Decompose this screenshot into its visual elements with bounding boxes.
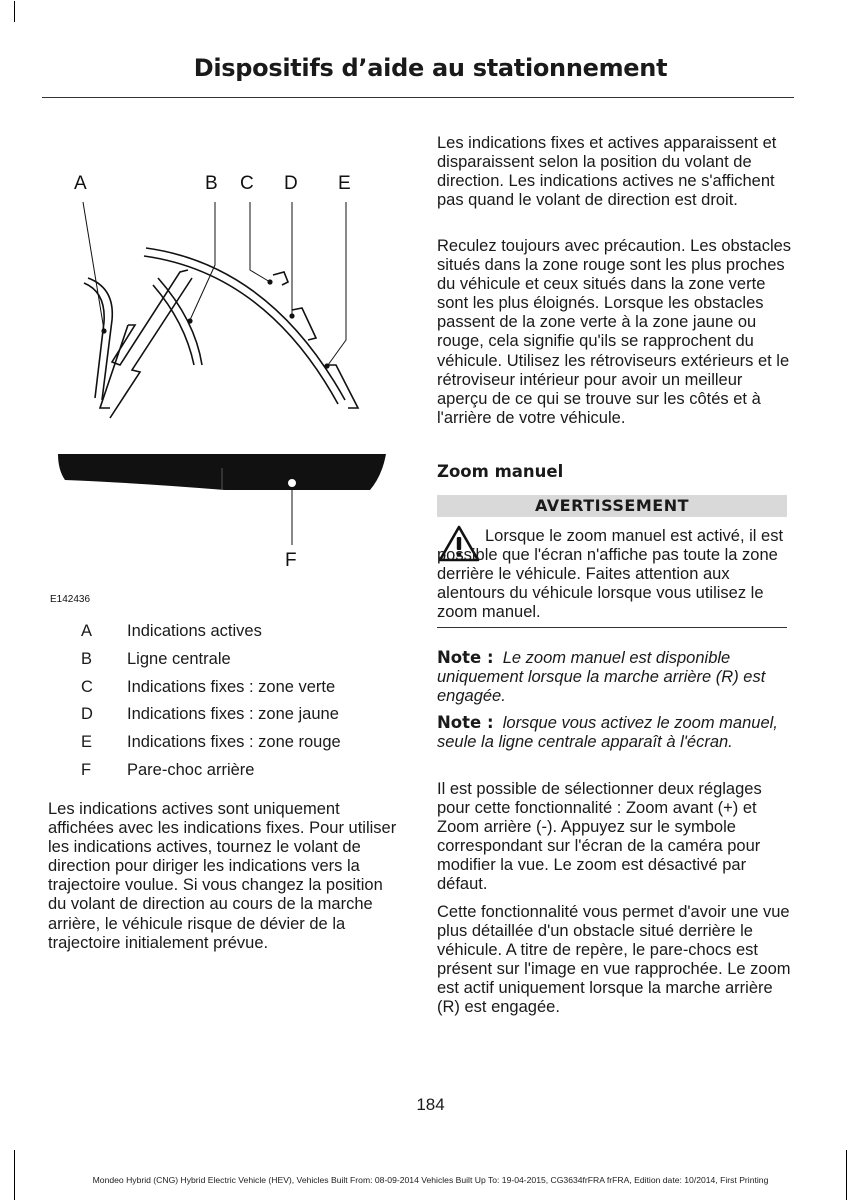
note-text: Le zoom manuel est disponible uniquement lorsque la marche arrière (R) est engagée. bbox=[437, 649, 766, 706]
note-label: Note : bbox=[437, 648, 494, 667]
paragraph-zoom-detail: Cette fonctionnalité vous permet d'avoir une vue plus détaillée d'un obstacle situé derrière le véhicule. A titre de repère, le pare-chocs est présent sur l'image en vue rapprochée. Le zoom est actif uniquement lorsque la marche arrière (R) est engagée. bbox=[437, 903, 791, 1017]
page-number: 184 bbox=[416, 1095, 445, 1114]
section-heading: Zoom manuel bbox=[437, 462, 564, 481]
legend-text: Ligne centrale bbox=[127, 649, 231, 668]
camera-guide-diagram bbox=[40, 160, 410, 610]
warning-text: Lorsque le zoom manuel est activé, il est possible que l'écran n'affiche pas toute la zone derrière le véhicule. Faites attention aux alentours du véhicule lorsque vous utilisez le zoom manuel. bbox=[437, 527, 784, 622]
dot-b bbox=[187, 318, 192, 323]
leader-b bbox=[190, 202, 215, 320]
legend-key: D bbox=[81, 705, 93, 724]
legend-row bbox=[47, 622, 407, 650]
title-divider bbox=[42, 97, 794, 98]
legend-key: F bbox=[81, 760, 92, 779]
left-paragraph: Les indications actives sont uniquement affichées avec les indications fixes. Pour utiliser les indications actives, tournez le volant de direction pour diriger les indications vers la trajectoire voulue. Si vous changez la position du volant de direction au cours de la marche arrière, le véhicule risque de dévier de la trajectoire initialement prévue. bbox=[48, 800, 397, 952]
leader-a bbox=[83, 202, 104, 330]
dot-d bbox=[289, 313, 294, 318]
label-c: C bbox=[240, 173, 254, 194]
legend-key: C bbox=[81, 677, 93, 696]
dot-f bbox=[287, 478, 297, 488]
page-title: Dispositifs d’aide au stationnement bbox=[193, 54, 668, 82]
legend-row bbox=[47, 705, 407, 733]
legend-row bbox=[47, 650, 407, 678]
dot-a bbox=[101, 328, 106, 333]
paragraph-precaution: Reculez toujours avec précaution. Les obstacles situés dans la zone rouge sont les plus proches du véhicule et ceux situés dans la zone verte sont les plus éloignés. Lorsque les obstacles passent de la zone verte à la zone jaune ou rouge, cela signifie qu'ils se rapprochent du véhicule. Utilisez les rétroviseurs extérieurs et le rétroviseur intérieur pour avoir un meilleur aperçu de ce qui se trouve sur les côtés et à l'arrière de votre véhicule. bbox=[437, 237, 792, 427]
note-2 bbox=[437, 713, 793, 752]
note-1 bbox=[437, 648, 793, 706]
legend-text: Indications actives bbox=[127, 622, 262, 640]
legend-key: E bbox=[81, 733, 93, 752]
dot-c bbox=[267, 279, 272, 284]
fixed-guide-left bbox=[100, 270, 188, 408]
legend-row bbox=[47, 678, 407, 706]
page-footer: Mondeo Hybrid (CNG) Hybrid Electric Vehicle (HEV), Vehicles Built From: 08-09-2014 Vehicles Built Up To: 19-04-2015, CG3634frFRA frFRA, Edition date: 10/2014, First Printing bbox=[92, 1175, 769, 1185]
centre-line-outer bbox=[158, 278, 202, 365]
active-guide-inner bbox=[84, 283, 104, 398]
legend-row bbox=[47, 761, 407, 789]
leader-c bbox=[250, 202, 270, 282]
note-label: Note : bbox=[437, 713, 494, 732]
legend-text: Pare-choc arrière bbox=[127, 760, 255, 779]
crop-mark bbox=[0, 0, 861, 1]
legend-row bbox=[47, 733, 407, 761]
fixed-guide-left-inner bbox=[110, 278, 192, 418]
legend-text: Indications fixes : zone jaune bbox=[127, 705, 339, 724]
fixed-guide-green bbox=[273, 272, 288, 285]
leader-e bbox=[328, 202, 346, 365]
paragraph-indications: Les indications fixes et actives apparaissent et disparaissent selon la position du volant de direction. Les indications actives ne s'affichent pas quand le volant de direction est droit. bbox=[437, 134, 777, 210]
outer-arc-2 bbox=[144, 256, 338, 404]
label-f: F bbox=[285, 550, 297, 571]
fixed-guide-yellow bbox=[292, 308, 316, 340]
fixed-guide-red bbox=[326, 365, 358, 408]
outer-arc-1 bbox=[146, 248, 345, 400]
figure-legend bbox=[47, 622, 407, 789]
label-b: B bbox=[205, 173, 218, 194]
legend-key: A bbox=[81, 622, 93, 640]
paragraph-settings: Il est possible de sélectionner deux réglages pour cette fonctionnalité : Zoom avant (+) et Zoom arrière (-). Appuyez sur le symbole correspondant sur l'écran de la caméra pour modifier la vue. Le zoom est désactivé par défaut. bbox=[437, 780, 762, 894]
warning-divider bbox=[437, 627, 787, 628]
label-e: E bbox=[338, 173, 351, 194]
note-text: lorsque vous activez le zoom manuel, seule la ligne centrale apparaît à l'écran. bbox=[437, 714, 778, 752]
warning-banner: AVERTISSEMENT bbox=[437, 495, 787, 517]
figure-code: E142436 bbox=[50, 594, 91, 605]
legend-key: B bbox=[81, 649, 93, 668]
label-a: A bbox=[74, 173, 87, 194]
crop-mark bbox=[14, 0, 15, 22]
legend-text: Indications fixes : zone verte bbox=[127, 677, 336, 696]
dot-e bbox=[324, 363, 329, 368]
label-d: D bbox=[284, 173, 298, 194]
legend-text: Indications fixes : zone rouge bbox=[127, 733, 341, 752]
